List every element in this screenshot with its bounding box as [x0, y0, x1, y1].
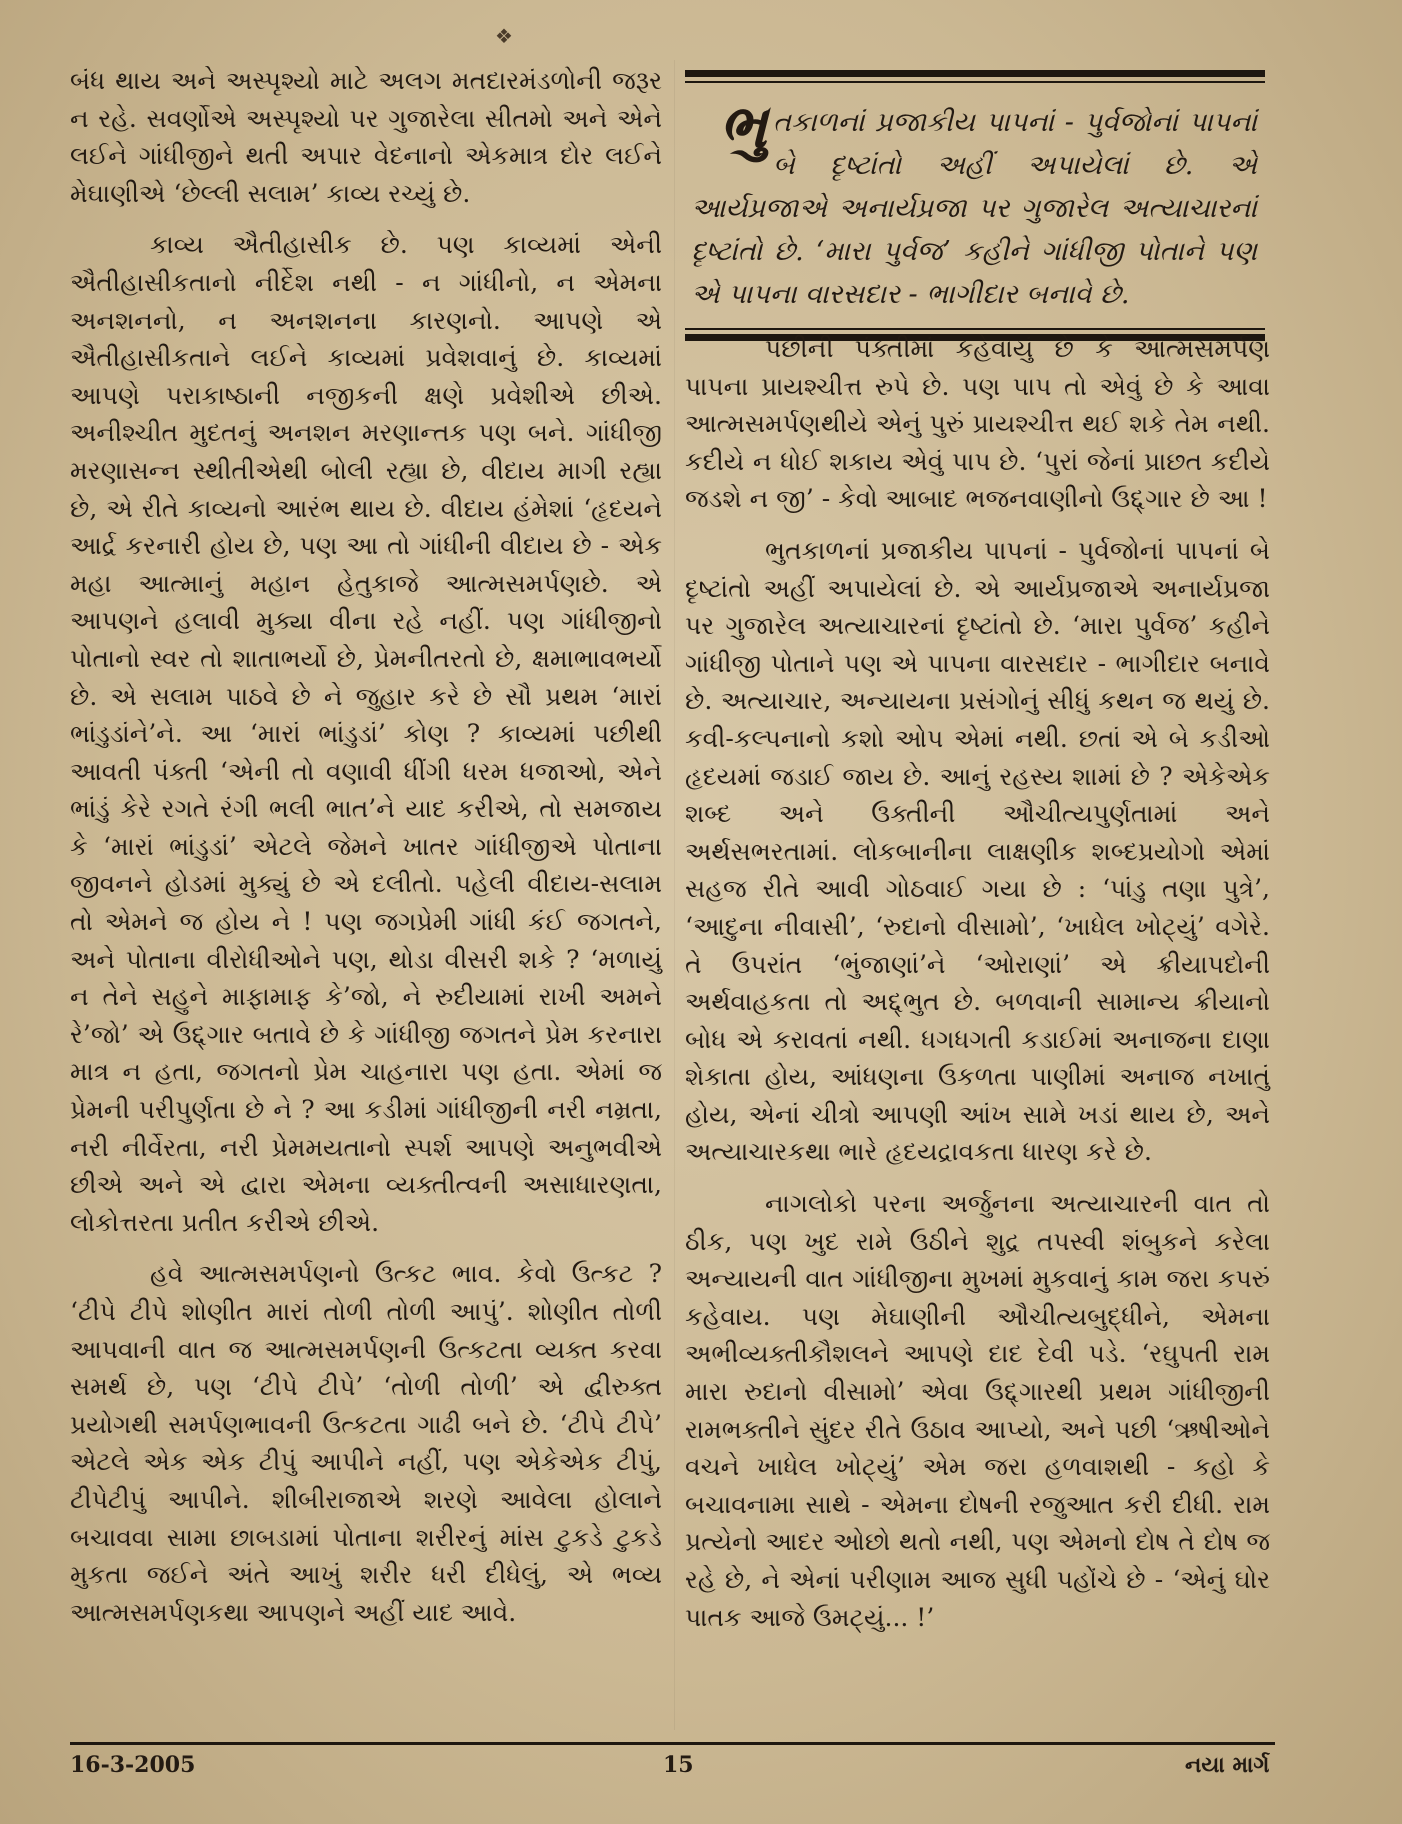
page-number: 15: [663, 1752, 694, 1778]
footer-date: 16-3-2005: [70, 1752, 196, 1778]
left-column: [70, 62, 662, 1631]
right-paragraph-1: પછીની પંક્તીમાં કહેવાયું છે કે આત્મસમર્પણ પાપના પ્રાયશ્ચીત્ત રુપે છે. પણ પાપ તો એવું છે કે આવા આત્મસમર્પણથીયે એનું પુરું પ્રાયશ્ચીત્ત થઈ શકે તેમ નથી. કદીયે ન ધોઈ શકાય એવું પાપ છે. ‘પુરાં જેનાં પ્રાછત કદીયે જડશે ન જી’ - કેવો આબાદ ભજનવાણીનો ઉદ્દ્ગાર છે આ !: [685, 334, 1270, 514]
left-paragraph-1: બંધ થાય અને અસ્પૃશ્યો માટે અલગ મતદારમંડળોની જરૂર ન રહે. સવર્ણોએ અસ્પૃશ્યો પર ગુજારેલા સીતમો અને એને લઈને ગાંધીજીને થતી અપાર વેદનાનો એકમાત્ર દોર લઈને મેઘાણીએ ‘છેલ્લી સલામ’ કાવ્ય રચ્યું છે.: [70, 66, 662, 208]
top-ornament-icon: ❖: [495, 24, 513, 48]
left-paragraph-3: હવે આત્મસમર્પણનો ઉત્કટ ભાવ. કેવો ઉત્કટ ? ‘ટીપે ટીપે શોણીત મારાં તોળી તોળી આપું’. શોણીત તોળી આપવાની વાત જ આત્મસમર્પણની ઉત્કટતા વ્યક્ત કરવા સમર્થ છે, પણ ‘ટીપે ટીપે’ ‘તોળી તોળી’ એ દ્વીરુક્ત પ્રયોગથી સમર્પણભાવની ઉત્કટતા ગાઢી બને છે. ‘ટીપે ટીપે’ એટલે એક એક ટીપું આપીને નહીં, પણ એકેએક ટીપું, ટીપેટીપું આપીને. શીબીરાજાએ શરણે આવેલા હોલાને બચાવવા સામા છાબડામાં પોતાના શરીરનું માંસ ટુકડે ટુકડે મુકતા જઈને અંતે આખું શરીર ધરી દીધેલું, એ ભવ્ય આત્મસમર્પણકથા આપણને અહીં યાદ આવે.: [70, 1259, 662, 1627]
footer-rule: [70, 1742, 1275, 1745]
pull-quote-top-rule: [685, 70, 1265, 77]
pull-quote-text: તકાળનાં પ્રજાકીય પાપનાં - પુર્વજોનાં પાપનાં બે દૃષ્ટાંતો અહીં અપાયેલાં છે. એ આર્યપ્રજાએ અનાર્યપ્રજા પર ગુજારેલ અત્યાચારનાં દૃષ્ટાંતો છે. ‘મારા પુર્વજ’ કહીને ગાંધીજી પોતાને પણ એ પાપના વારસદાર - ભાગીદાર બનાવે છે.: [691, 107, 1257, 310]
pull-quote-drop-letter: ભુ: [719, 92, 767, 162]
pull-quote-text-block: [685, 83, 1265, 316]
left-paragraph-2: કાવ્ય ઐતીહાસીક છે. પણ કાવ્યમાં એની ઐતીહાસીકતાનો નીર્દેશ નથી - ન ગાંધીનો, ન એમના અનશનનો, ન અનશનના કારણનો. આપણે એ ઐતીહાસીકતાને લઈને કાવ્યમાં પ્રવેશવાનું છે. કાવ્યમાં આપણે પરાકાષ્ઠાની નજીકની ક્ષણે પ્રવેશીએ છીએ. અનીશ્ચીત મુદતનું અનશન મરણાન્તક પણ બને. ગાંધીજી મરણાસન્ન સ્થીતીએથી બોલી રહ્યા છે, વીદાય માગી રહ્યા છે, એ રીતે કાવ્યનો આરંભ થાય છે. વીદાય હંમેશાં ‘હૃદયને આર્દ્ર કરનારી હોય છે, પણ આ તો ગાંધીની વીદાય છે - એક મહા આત્માનું મહાન હેતુકાજે આત્મસમર્પણછે. એ આપણને હલાવી મુક્યા વીના રહે નહીં. પણ ગાંધીજીનો પોતાનો સ્વર તો શાતાભર્યો છે, પ્રેમનીતરતો છે, ક્ષમાભાવભર્યો છે. એ સલામ પાઠવે છે ને જુહાર કરે છે સૌ પ્રથમ ‘મારાં ભાંડુડાંને’ને. આ ‘મારાં ભાંડુડાં’ કોણ ? કાવ્યમાં પછીથી આવતી પંક્તી ‘એની તો વણાવી ધીંગી ધરમ ધજાઓ, એને ભાંડું કેરે રગતે રંગી ભલી ભાત’ને યાદ કરીએ, તો સમજાય કે ‘મારાં ભાંડુડાં’ એટલે જેમને ખાતર ગાંધીજીએ પોતાના જીવનને હોડમાં મુક્યું છે એ દલીતો. પહેલી વીદાય-સલામ તો એમને જ હોય ને ! પણ જગપ્રેમી ગાંધી કંઈ જગતને, અને પોતાના વીરોધીઓને પણ, થોડા વીસરી શકે ? ‘મળાયું ન તેને સહુને માફામાફ કે’જો, ને રુદીયામાં રાખી અમને રે’જો’ એ ઉદ્દ્ગાર બતાવે છે કે ગાંધીજી જગતને પ્રેમ કરનારા માત્ર ન હતા, જગતનો પ્રેમ ચાહનારા પણ હતા. એમાં જ પ્રેમની પરીપુર્ણતા છે ને ? આ કડીમાં ગાંધીજીની નરી નમ્રતા, નરી નીર્વેરતા, નરી પ્રેમમયતાનો સ્પર્શ આપણે અનુભવીએ છીએ અને એ દ્વારા એમના વ્યક્તીત્વની અસાધારણતા, લોકોત્તરતા પ્રતીત કરીએ છીએ.: [70, 230, 662, 1237]
right-paragraph-2: ભુતકાળનાં પ્રજાકીય પાપનાં - પુર્વજોનાં પાપનાં બે દૃષ્ટાંતો અહીં અપાયેલાં છે. એ આર્યપ્રજાએ અનાર્યપ્રજા પર ગુજારેલ અત્યાચારનાં દૃષ્ટાંતો છે. ‘મારા પુર્વજ’ કહીને ગાંધીજી પોતાને પણ એ પાપના વારસદાર - ભાગીદાર બનાવે છે. અત્યાચાર, અન્યાયના પ્રસંગોનું સીધું કથન જ થયું છે. કવી-કલ્પનાનો કશો ઓપ એમાં નથી. છતાં એ બે કડીઓ હૃદયમાં જડાઈ જાય છે. આનું રહસ્ય શામાં છે ? એકેએક શબ્દ અને ઉક્તીની ઔચીત્યપુર્ણતામાં અને અર્થસભરતામાં. લોકબાનીના લાક્ષણીક શબ્દપ્રયોગો એમાં સહજ રીતે આવી ગોઠવાઈ ગયા છે : ‘પાંડુ તણા પુત્રે’, ‘આદુના નીવાસી’, ‘રુદાનો વીસામો’, ‘ખાધેલ ખોટ્યું’ વગેરે. તે ઉપરાંત ‘ભુંજાણાં’ને ‘ઓરાણાં’ એ ક્રીયાપદોની અર્થવાહકતા તો અદ્દ્ભુત છે. બળવાની સામાન્ય ક્રીયાનો બોધ એ કરાવતાં નથી. ધગધગતી કડાઈમાં અનાજના દાણા શેકાતા હોય, આંધણના ઉકળતા પાણીમાં અનાજ નખાતું હોય, એનાં ચીત્રો આપણી આંખ સામે ખડાં થાય છે, અને અત્યાચારકથા ભારે હૃદયદ્રાવકતા ધારણ કરે છે.: [685, 535, 1270, 1167]
publication-name: નયા માર્ગ: [1185, 1752, 1270, 1778]
right-column: [685, 330, 1270, 1636]
pull-quote: [685, 70, 1265, 341]
page-crease: [674, 60, 675, 1730]
right-paragraph-3: નાગલોકો પરના અર્જુનના અત્યાચારની વાત તો ઠીક, પણ ખુદ રામે ઉઠીને શુદ્ર તપસ્વી શંબુકને કરેલા અન્યાયની વાત ગાંધીજીના મુખમાં મુકવાનું કામ જરા કપરું કહેવાય. પણ મેઘાણીની ઔચીત્યબુદ્ધીને, એમના અભીવ્યક્તીકૌશલને આપણે દાદ દેવી પડે. ‘રઘુપતી રામ મારા રુદાનો વીસામો’ એવા ઉદ્દ્ગારથી પ્રથમ ગાંધીજીની રામભક્તીને સુંદર રીતે ઉઠાવ આપ્યો, અને પછી ‘ઋષીઓને વચને ખાધેલ ખોટ્યું’ એમ જરા હળવાશથી - કહો કે બચાવનામા સાથે - એમના દોષની રજુઆત કરી દીધી. રામ પ્રત્યેનો આદર ઓછો થતો નથી, પણ એમનો દોષ તે દોષ જ રહે છે, ને એનાં પરીણામ આજ સુધી પહોંચે છે - ‘એનું ઘોર પાતક આજે ઉમટ્યું... !’: [685, 1189, 1270, 1632]
